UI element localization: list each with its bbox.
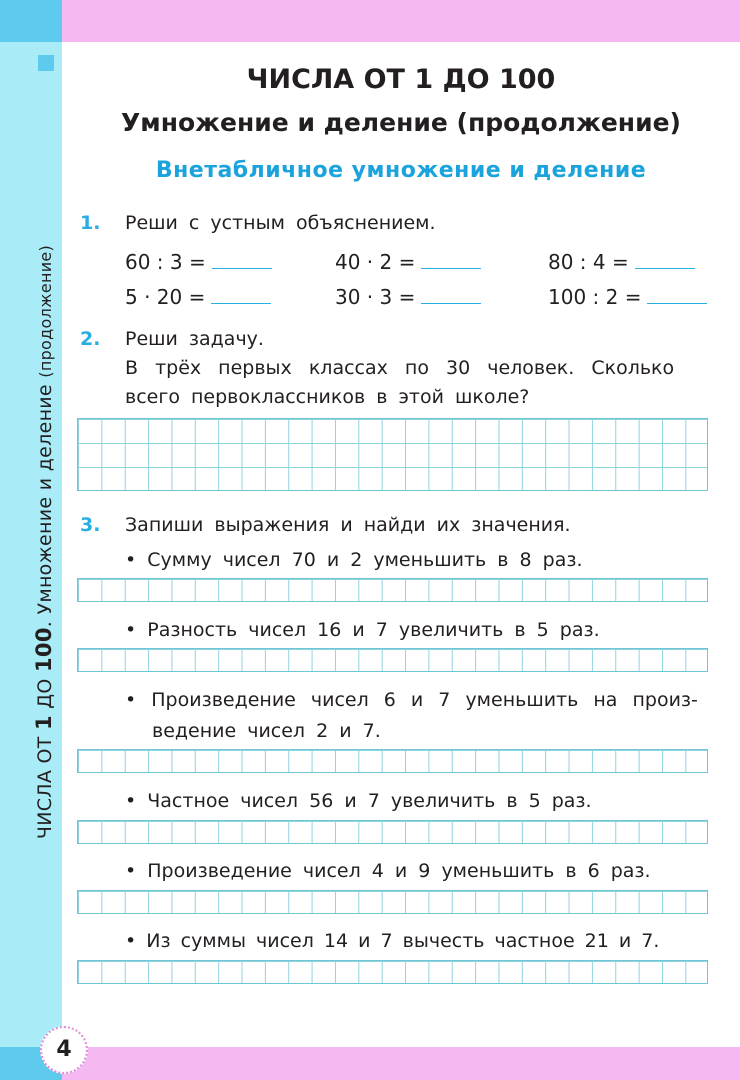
side-text: (продолжение) bbox=[36, 244, 55, 378]
problem-text: В трёх первых классах по 30 человек. Сколько bbox=[125, 357, 675, 379]
expression bbox=[548, 250, 695, 274]
bullet-item bbox=[125, 790, 592, 812]
expression bbox=[125, 250, 272, 274]
item-text: Частное чисел 56 и 7 увеличить в 5 раз. bbox=[147, 790, 592, 812]
answer-grid[interactable] bbox=[77, 890, 708, 914]
page-subtitle: Умножение и деление (продолжение) bbox=[121, 108, 681, 137]
task-text: Реши с устным объяснением. bbox=[125, 212, 436, 234]
answer-grid[interactable] bbox=[77, 418, 708, 491]
answer-line[interactable] bbox=[421, 286, 481, 304]
bullet: • bbox=[125, 549, 137, 571]
expression-text: 80 : 4 = bbox=[548, 250, 629, 274]
top-bar bbox=[62, 0, 740, 42]
bullet: • bbox=[125, 619, 137, 641]
expression bbox=[548, 285, 707, 309]
page-title: ЧИСЛА ОТ 1 ДО 100 bbox=[246, 64, 556, 95]
expression-text: 40 · 2 = bbox=[335, 250, 416, 274]
bullet-item bbox=[125, 689, 698, 711]
item-text: Произведение чисел 6 и 7 уменьшить на произ- bbox=[151, 689, 698, 711]
bullet: • bbox=[125, 689, 137, 711]
side-text: . Умножение и деление bbox=[34, 377, 56, 628]
corner-block bbox=[0, 0, 62, 42]
item-text: Из суммы чисел 14 и 7 вычесть частное 21 и 7. bbox=[146, 930, 660, 952]
bullet-item bbox=[125, 619, 600, 641]
answer-line[interactable] bbox=[635, 251, 695, 269]
answer-grid[interactable] bbox=[77, 960, 708, 984]
task-number: 1. bbox=[80, 212, 101, 234]
side-text: 1 bbox=[32, 715, 56, 730]
side-text: ДО bbox=[34, 671, 56, 716]
side-text: 100 bbox=[32, 627, 56, 672]
task-text: Реши задачу. bbox=[125, 328, 264, 350]
bottom-bar bbox=[62, 1047, 740, 1080]
task-number: 3. bbox=[80, 514, 101, 536]
bullet-item bbox=[125, 930, 659, 952]
item-text: Разность чисел 16 и 7 увеличить в 5 раз. bbox=[147, 619, 600, 641]
expression bbox=[335, 250, 481, 274]
page-number: 4 bbox=[40, 1026, 88, 1074]
task-text: Запиши выражения и найди их значения. bbox=[125, 514, 571, 536]
problem-text: всего первоклассников в этой школе? bbox=[125, 386, 530, 408]
answer-grid[interactable] bbox=[77, 820, 708, 844]
answer-grid[interactable] bbox=[77, 749, 708, 773]
side-text: ЧИСЛА ОТ bbox=[34, 729, 56, 840]
answer-line[interactable] bbox=[212, 251, 272, 269]
answer-grid[interactable] bbox=[77, 578, 708, 602]
bullet-item bbox=[125, 549, 583, 571]
expression-text: 30 · 3 = bbox=[335, 285, 416, 309]
bullet-item bbox=[125, 860, 651, 882]
task-number: 2. bbox=[80, 328, 101, 350]
item-text: Сумму чисел 70 и 2 уменьшить в 8 раз. bbox=[147, 549, 583, 571]
expression-text: 5 · 20 = bbox=[125, 285, 206, 309]
answer-grid[interactable] bbox=[77, 648, 708, 672]
expression-text: 100 : 2 = bbox=[548, 285, 642, 309]
expression bbox=[125, 285, 271, 309]
expression-text: 60 : 3 = bbox=[125, 250, 206, 274]
bullet: • bbox=[125, 790, 137, 812]
item-text: ведение чисел 2 и 7. bbox=[152, 720, 381, 742]
bullet: • bbox=[125, 930, 137, 952]
side-chapter-title bbox=[32, 245, 56, 839]
expression bbox=[335, 285, 481, 309]
section-title: Внетабличное умножение и деление bbox=[155, 158, 647, 183]
answer-line[interactable] bbox=[211, 286, 271, 304]
item-text: Произведение чисел 4 и 9 уменьшить в 6 раз. bbox=[147, 860, 651, 882]
bullet: • bbox=[125, 860, 137, 882]
square-marker bbox=[38, 55, 54, 71]
answer-line[interactable] bbox=[647, 286, 707, 304]
answer-line[interactable] bbox=[421, 251, 481, 269]
